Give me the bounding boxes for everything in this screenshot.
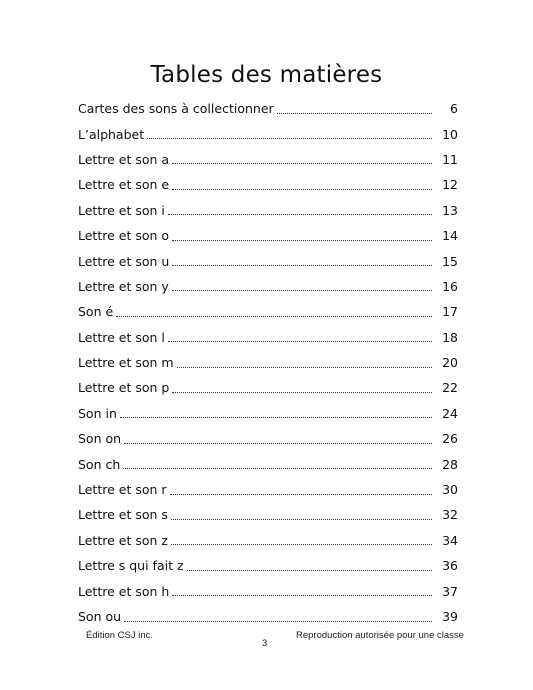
toc-dot-leader [123, 467, 432, 469]
toc-entry-label: Lettre et son e [78, 177, 170, 193]
toc-dot-leader [168, 340, 432, 342]
toc-entry [78, 248, 458, 273]
toc-entry [78, 147, 458, 172]
toc-dot-leader [172, 239, 432, 241]
toc-entry-label: Lettre et son m [78, 355, 174, 371]
toc-entry-label: Lettre et son p [78, 380, 170, 396]
toc-entry [78, 401, 458, 426]
toc-dot-leader [172, 188, 432, 190]
toc-entry [78, 274, 458, 299]
toc-entry-label: Lettre et son i [78, 202, 165, 218]
toc-entry-page: 10 [442, 126, 458, 142]
toc-dot-leader [172, 162, 432, 164]
toc-entry [78, 553, 458, 578]
toc-dot-leader [124, 620, 432, 622]
toc-entry [78, 96, 458, 121]
toc-dot-leader [171, 518, 432, 520]
toc-entry [78, 121, 458, 146]
toc-dot-leader [277, 112, 432, 114]
toc-entry [78, 451, 458, 476]
toc-entry-label: Son on [78, 431, 122, 447]
toc-entry-page: 14 [442, 228, 458, 244]
toc-dot-leader [168, 213, 432, 215]
toc-entry-page: 24 [442, 405, 458, 421]
toc-entry-page: 13 [442, 202, 458, 218]
toc-dot-leader [172, 594, 432, 596]
toc-entry [78, 375, 458, 400]
toc-dot-leader [170, 493, 432, 495]
toc-entry-label: Lettre et son a [78, 151, 170, 167]
footer-rights-notice: Reproduction autorisée pour une classe [296, 630, 464, 641]
toc-entry-label: Lettre et son u [78, 253, 170, 269]
toc-entry-label: Cartes des sons à collectionner [78, 101, 274, 117]
toc-dot-leader [187, 569, 432, 571]
toc-entry [78, 604, 458, 629]
footer-publisher: Édition CSJ inc. [86, 630, 154, 641]
toc-entry-page: 36 [442, 558, 458, 574]
toc-dot-leader [120, 416, 432, 418]
toc-entry [78, 325, 458, 350]
toc-entry [78, 299, 458, 324]
toc-entry [78, 198, 458, 223]
toc-entry-label: Lettre et son y [78, 278, 169, 294]
toc-entry-page: 39 [442, 609, 458, 624]
toc-entry-page: 30 [442, 482, 458, 498]
toc-entry-page: 17 [442, 304, 458, 320]
toc-entry-page: 20 [442, 355, 458, 371]
toc-entry-label: Son ou [78, 609, 122, 624]
toc-dot-leader [177, 366, 432, 368]
toc-entry-page: 15 [442, 253, 458, 269]
toc-entry-page: 22 [442, 380, 458, 396]
toc-entry-page: 34 [442, 532, 458, 548]
toc-entry-label: Lettre et son h [78, 583, 170, 599]
toc-entry-label: Lettre et son z [78, 532, 168, 548]
toc-dot-leader [172, 289, 432, 291]
toc-entry-page: 6 [450, 101, 458, 117]
toc-entry-page: 32 [442, 507, 458, 523]
page-title: Tables des matières [150, 62, 383, 88]
toc-entry-label: Son in [78, 405, 117, 421]
table-of-contents [78, 96, 458, 629]
toc-entry [78, 223, 458, 248]
toc-entry [78, 502, 458, 527]
toc-entry-label: Lettre et son r [78, 482, 167, 498]
toc-entry [78, 172, 458, 197]
toc-entry-label: Lettre s qui fait z [78, 558, 184, 574]
toc-entry-page: 18 [442, 329, 458, 345]
toc-entry-page: 11 [442, 151, 458, 167]
toc-entry-page: 26 [442, 431, 458, 447]
toc-dot-leader [116, 315, 432, 317]
toc-entry-label: Lettre et son s [78, 507, 168, 523]
toc-entry-page: 28 [442, 456, 458, 472]
toc-entry [78, 578, 458, 603]
toc-entry-page: 37 [442, 583, 458, 599]
toc-dot-leader [171, 543, 432, 545]
toc-entry-label: Lettre et son l [78, 329, 165, 345]
toc-entry [78, 528, 458, 553]
toc-entry-label: L’alphabet [78, 126, 145, 142]
toc-entry-label: Lettre et son o [78, 228, 170, 244]
toc-dot-leader [172, 264, 432, 266]
footer-page-number: 3 [262, 638, 268, 649]
toc-entry-label: Son ch [78, 456, 121, 472]
toc-entry-page: 12 [442, 177, 458, 193]
toc-entry [78, 477, 458, 502]
toc-entry [78, 350, 458, 375]
toc-dot-leader [172, 391, 432, 393]
toc-entry [78, 426, 458, 451]
toc-dot-leader [147, 137, 432, 139]
toc-entry-label: Son é [78, 304, 114, 320]
toc-entry-page: 16 [442, 278, 458, 294]
toc-dot-leader [124, 442, 432, 444]
